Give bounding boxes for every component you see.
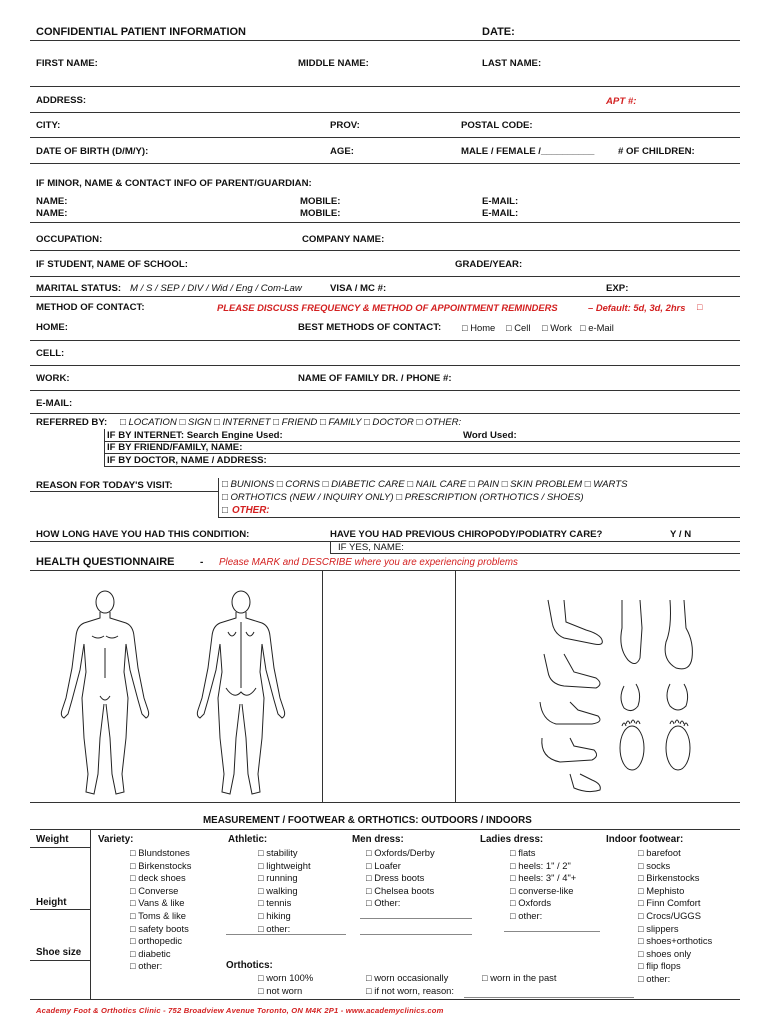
athletic-option[interactable]: □ tennis xyxy=(258,897,292,909)
orthotics-worn-100[interactable]: □ worn 100% xyxy=(258,972,314,983)
variety-option[interactable]: □ Toms & like xyxy=(130,909,187,921)
health-dash: - xyxy=(200,557,204,568)
best-cell-option[interactable]: □ Cell xyxy=(506,322,531,333)
address-label: ADDRESS: xyxy=(36,95,87,106)
guardian-mobile-2: MOBILE: xyxy=(300,208,341,219)
prev-care-label: HAVE YOU HAD PREVIOUS CHIROPODY/PODIATRY CARE? xyxy=(330,529,603,540)
marital-label: MARITAL STATUS: xyxy=(36,283,122,294)
reason-label: REASON FOR TODAY'S VISIT: xyxy=(36,480,173,491)
reason-other-checkbox[interactable]: □ xyxy=(222,505,228,516)
reason-bracket xyxy=(218,478,219,518)
indoor-option[interactable]: □ flip flops xyxy=(638,960,681,972)
feet-top-views[interactable] xyxy=(614,598,698,798)
gender-label: MALE / FEMALE /__________ xyxy=(461,146,595,157)
referred-label: REFERRED BY: xyxy=(36,417,108,428)
indoor-footwear-label: Indoor footwear: xyxy=(606,834,684,845)
diagram-bottom-rule xyxy=(30,802,740,803)
friend-line[interactable] xyxy=(104,453,740,454)
city-label: CITY: xyxy=(36,120,61,131)
doctor-label: IF BY DOCTOR, NAME / ADDRESS: xyxy=(107,455,267,466)
body-panel-divider-2 xyxy=(455,570,456,802)
email-label: E-MAIL: xyxy=(36,398,73,409)
indoor-option[interactable]: □ shoes+orthotics xyxy=(638,935,713,947)
doctor-line[interactable] xyxy=(104,466,740,467)
orthotics-if-not-worn[interactable]: □ if not worn, reason: xyxy=(366,985,454,996)
measurement-rule xyxy=(30,829,740,830)
men-dress-option[interactable]: □ Dress boots xyxy=(366,872,425,884)
guardian-line[interactable] xyxy=(30,222,740,223)
athletic-other-line[interactable] xyxy=(226,934,346,935)
body-front-figure[interactable] xyxy=(60,588,150,800)
reason-other-label: OTHER: xyxy=(232,505,270,516)
cell-line[interactable] xyxy=(30,365,740,366)
athletic-option[interactable]: □ hiking xyxy=(258,909,291,921)
reminder-default: – Default: 5d, 3d, 2hrs xyxy=(588,302,686,313)
variety-option[interactable]: □ Vans & like xyxy=(130,897,185,909)
dob-line[interactable] xyxy=(30,163,740,164)
athletic-option[interactable]: □ walking xyxy=(258,884,298,896)
shoe-size-label: Shoe size xyxy=(36,947,82,958)
ladies-dress-label: Ladies dress: xyxy=(480,834,544,845)
guardian-email-2: E-MAIL: xyxy=(482,208,519,219)
work-line[interactable] xyxy=(30,390,740,391)
men-dress-option[interactable]: □ Other: xyxy=(366,897,401,909)
apt-label: APT #: xyxy=(606,96,637,107)
indoor-footwear-list xyxy=(638,847,712,986)
measurement-title: MEASUREMENT / FOOTWEAR & ORTHOTICS: OUTDOORS / INDOORS xyxy=(203,815,532,826)
variety-option[interactable]: □ other: xyxy=(130,960,163,972)
reason-line xyxy=(30,491,218,492)
guardian-email-1: E-MAIL: xyxy=(482,196,519,207)
clinic-footer: Academy Foot & Orthotics Clinic - 752 Broadview Avenue Toronto, ON M4K 2P1 - www.academyclinics.com xyxy=(36,1006,444,1015)
health-instruction: Please MARK and DESCRIBE where you are experiencing problems xyxy=(219,557,518,568)
postal-label: POSTAL CODE: xyxy=(461,120,533,131)
form-title: CONFIDENTIAL PATIENT INFORMATION xyxy=(36,26,247,38)
marital-options[interactable]: M / S / SEP / DIV / Wid / Eng / Com-Law xyxy=(130,283,302,294)
header-rule xyxy=(30,40,740,41)
referred-bracket xyxy=(104,429,105,466)
middle-name-label: MIDDLE NAME: xyxy=(298,58,369,69)
orthotics-worn-occasionally[interactable]: □ worn occasionally xyxy=(366,972,449,983)
indoor-option[interactable]: □ Birkenstocks xyxy=(638,872,700,884)
exp-label: EXP: xyxy=(606,283,629,294)
condition-divider xyxy=(330,541,331,553)
body-panel-divider-1 xyxy=(322,570,323,802)
indoor-option[interactable]: □ Mephisto xyxy=(638,884,685,896)
men-dress-list xyxy=(366,847,435,910)
feet-side-views[interactable] xyxy=(530,598,620,798)
indoor-option[interactable]: □ slippers xyxy=(638,922,679,934)
variety-option[interactable]: □ diabetic xyxy=(130,947,171,959)
athletic-list xyxy=(258,847,311,935)
address-line[interactable] xyxy=(30,112,740,113)
weight-label: Weight xyxy=(36,834,69,845)
variety-option[interactable]: □ Birkenstocks xyxy=(130,859,192,871)
men-dress-option[interactable]: □ Loafer xyxy=(366,859,401,871)
home-line[interactable] xyxy=(30,340,740,341)
age-label: AGE: xyxy=(330,146,354,157)
body-back-figure[interactable] xyxy=(196,588,286,800)
grade-label: GRADE/YEAR: xyxy=(455,259,523,270)
weight-line[interactable] xyxy=(30,847,90,848)
men-other-line-2[interactable] xyxy=(360,934,472,935)
best-home-option[interactable]: □ Home xyxy=(462,322,496,333)
visa-label: VISA / MC #: xyxy=(330,283,387,294)
indoor-option[interactable]: □ socks xyxy=(638,859,671,871)
variety-option[interactable]: □ Converse xyxy=(130,884,179,896)
men-dress-option[interactable]: □ Chelsea boots xyxy=(366,884,435,896)
best-email-option[interactable]: □ e-Mail xyxy=(580,322,614,333)
best-work-option[interactable]: □ Work xyxy=(542,322,572,333)
first-name-label: FIRST NAME: xyxy=(36,58,98,69)
athletic-option[interactable]: □ lightweight xyxy=(258,859,311,871)
height-line[interactable] xyxy=(30,909,90,910)
school-line[interactable] xyxy=(30,276,740,277)
indoor-option[interactable]: □ Finn Comfort xyxy=(638,897,701,909)
reminder-checkbox[interactable]: □ xyxy=(697,302,703,312)
how-long-label: HOW LONG HAVE YOU HAD THIS CONDITION: xyxy=(36,529,250,540)
if-yes-label: IF YES, NAME: xyxy=(338,542,404,553)
indoor-option[interactable]: □ shoes only xyxy=(638,947,692,959)
orthotics-not-worn[interactable]: □ not worn xyxy=(258,985,303,996)
shoe-size-line[interactable] xyxy=(30,960,90,961)
indoor-option[interactable]: □ other: xyxy=(638,972,671,984)
referred-options[interactable]: □ LOCATION □ SIGN □ INTERNET □ FRIEND □ FAMILY □ DOCTOR □ OTHER: xyxy=(120,417,462,428)
work-label: WORK: xyxy=(36,373,70,384)
ladies-dress-option[interactable]: □ converse-like xyxy=(510,884,574,896)
last-name-label: LAST NAME: xyxy=(482,58,542,69)
variety-option[interactable]: □ orthopedic xyxy=(130,935,183,947)
athletic-option[interactable]: □ running xyxy=(258,872,298,884)
school-label: IF STUDENT, NAME OF SCHOOL: xyxy=(36,259,188,270)
men-dress-option[interactable]: □ Oxfords/Derby xyxy=(366,847,435,858)
measurement-bottom-rule xyxy=(30,999,740,1000)
guardian-name-2: NAME: xyxy=(36,208,68,219)
date-label: DATE: xyxy=(482,26,515,38)
men-other-line-1[interactable] xyxy=(360,918,472,919)
city-line[interactable] xyxy=(30,137,740,138)
variety-label: Variety: xyxy=(98,834,134,845)
friend-label: IF BY FRIEND/FAMILY, NAME: xyxy=(107,442,243,453)
guardian-name-1: NAME: xyxy=(36,196,68,207)
ladies-dress-option[interactable]: □ heels: 3" / 4"+ xyxy=(510,872,577,884)
marital-line[interactable] xyxy=(30,296,740,297)
yes-no-option[interactable]: Y / N xyxy=(670,529,692,540)
ladies-dress-option[interactable]: □ heels: 1" / 2" xyxy=(510,859,571,871)
family-dr-label: NAME OF FAMILY DR. / PHONE #: xyxy=(298,373,452,384)
company-label: COMPANY NAME: xyxy=(302,234,385,245)
if-yes-line[interactable] xyxy=(330,553,740,554)
athletic-label: Athletic: xyxy=(228,834,268,845)
cell-label: CELL: xyxy=(36,348,65,359)
ladies-dress-option[interactable]: □ Oxfords xyxy=(510,897,552,909)
variety-option[interactable]: □ safety boots xyxy=(130,922,189,934)
ladies-dress-option[interactable]: □ flats xyxy=(510,847,536,858)
dob-label: DATE OF BIRTH (D/M/Y): xyxy=(36,146,149,157)
internet-line[interactable] xyxy=(104,441,740,442)
ladies-other-line[interactable] xyxy=(504,931,600,932)
athletic-option[interactable]: □ other: xyxy=(258,922,291,934)
indoor-option[interactable]: □ Crocs/UGGS xyxy=(638,909,701,921)
variety-list xyxy=(130,847,191,973)
email-line[interactable] xyxy=(30,413,740,414)
height-label: Height xyxy=(36,897,67,908)
indoor-option[interactable]: □ barefoot xyxy=(638,847,681,858)
variety-option[interactable]: □ Blundstones xyxy=(130,847,190,858)
word-used-label: Word Used: xyxy=(463,430,517,441)
best-methods-label: BEST METHODS OF CONTACT: xyxy=(298,322,442,333)
occupation-line[interactable] xyxy=(30,250,740,251)
variety-option[interactable]: □ deck shoes xyxy=(130,872,186,884)
internet-label: IF BY INTERNET: Search Engine Used: xyxy=(107,430,283,441)
occupation-label: OCCUPATION: xyxy=(36,234,103,245)
reason-options-2[interactable]: □ ORTHOTICS (NEW / INQUIRY ONLY) □ PRESCRIPTION (ORTHOTICS / SHOES) xyxy=(222,492,584,503)
guardian-mobile-1: MOBILE: xyxy=(300,196,341,207)
name-line[interactable] xyxy=(30,86,740,87)
minor-label: IF MINOR, NAME & CONTACT INFO OF PARENT/GUARDIAN: xyxy=(36,178,312,189)
ladies-dress-option[interactable]: □ other: xyxy=(510,909,543,921)
children-label: # OF CHILDREN: xyxy=(618,146,695,157)
home-label: HOME: xyxy=(36,322,68,333)
method-contact-label: METHOD OF CONTACT: xyxy=(36,302,145,313)
prov-label: PROV: xyxy=(330,120,360,131)
reason-options-1[interactable]: □ BUNIONS □ CORNS □ DIABETIC CARE □ NAIL CARE □ PAIN □ SKIN PROBLEM □ WARTS xyxy=(222,479,628,490)
ladies-dress-list xyxy=(510,847,576,923)
reason-other-line[interactable] xyxy=(218,517,740,518)
orthotics-worn-past[interactable]: □ worn in the past xyxy=(482,972,557,983)
measurement-divider xyxy=(90,829,91,999)
men-dress-label: Men dress: xyxy=(352,834,404,845)
orthotics-label: Orthotics: xyxy=(226,960,273,971)
athletic-option[interactable]: □ stability xyxy=(258,847,298,858)
health-title: HEALTH QUESTIONNAIRE xyxy=(36,556,175,568)
orthotics-reason-line[interactable] xyxy=(464,997,634,998)
health-rule xyxy=(30,570,740,571)
reminder-note: PLEASE DISCUSS FREQUENCY & METHOD OF APPOINTMENT REMINDERS xyxy=(217,302,558,313)
